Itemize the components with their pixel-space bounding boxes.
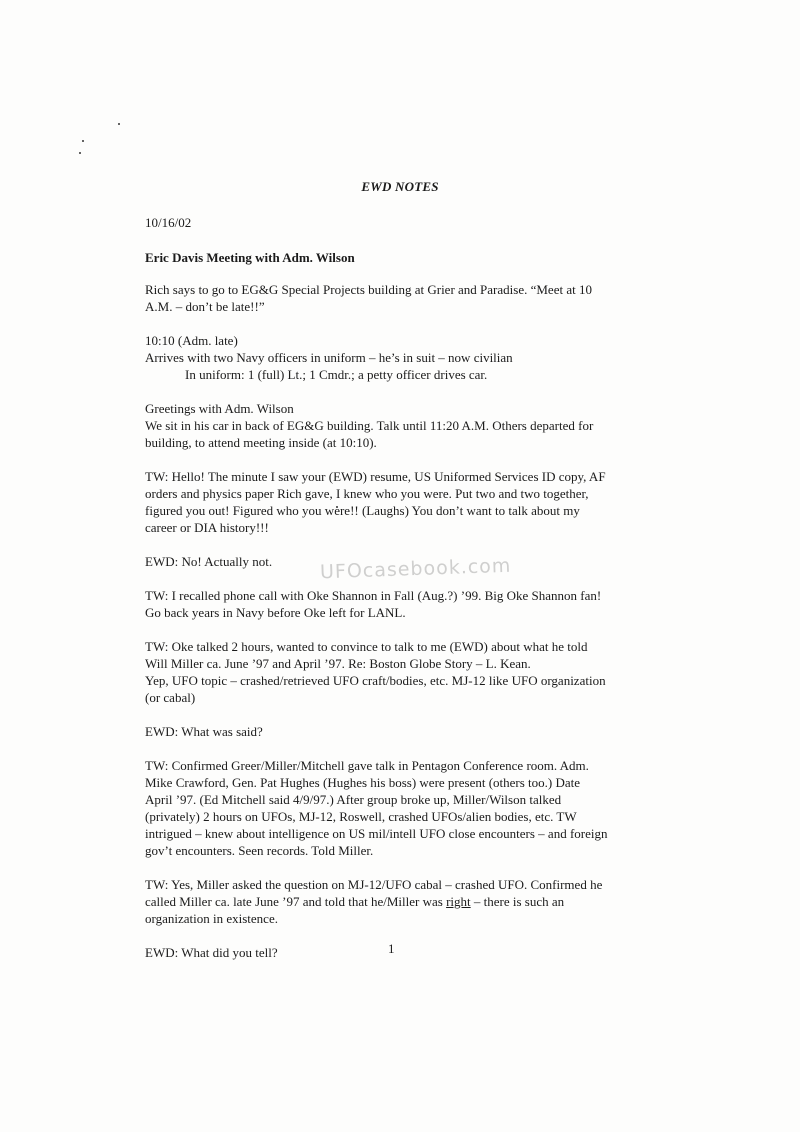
text-line: Yep, UFO topic – crashed/retrieved UFO craft/bodies, etc. MJ-12 like UFO organization xyxy=(145,673,606,688)
document-body xyxy=(145,214,665,978)
paragraph-tw-confirmed xyxy=(145,757,665,859)
text-line: TW: Confirmed Greer/Miller/Mitchell gave talk in Pentagon Conference room. Adm. xyxy=(145,758,589,773)
text-line: EWD: No! Actually not. xyxy=(145,554,273,569)
text-line: figured you out! Figured who you were!! (Laughs) You don’t want to talk about my xyxy=(145,503,580,518)
text-line: Greetings with Adm. Wilson xyxy=(145,401,294,416)
text-line: Arrives with two Navy officers in uniform – he’s in suit – now civilian xyxy=(145,350,513,365)
paragraph-greetings xyxy=(145,400,665,451)
paragraph-tw-yes-miller xyxy=(145,876,665,927)
page-number: 1 xyxy=(388,941,395,956)
scan-speck xyxy=(79,152,81,154)
paragraph-ewd-what-tell xyxy=(145,944,665,961)
document-date: 10/16/02 xyxy=(145,215,192,230)
paragraph-ewd-no xyxy=(145,553,665,570)
document-title: EWD NOTES xyxy=(361,179,439,194)
text-line: (privately) 2 hours on UFOs, MJ-12, Roswell, crashed UFOs/alien bodies, etc. TW xyxy=(145,809,577,824)
paragraph-ewd-what-said xyxy=(145,723,665,740)
text-line: TW: I recalled phone call with Oke Shannon in Fall (Aug.?) ’99. Big Oke Shannon fan! xyxy=(145,588,602,603)
text-line: organization in existence. xyxy=(145,911,278,926)
watermark: UFOcasebook.com xyxy=(319,554,512,584)
text-line: 10:10 (Adm. late) xyxy=(145,333,238,348)
text-line: (or cabal) xyxy=(145,690,196,705)
text-segment: – there is such an xyxy=(470,894,565,909)
text-line: April ’97. (Ed Mitchell said 4/9/97.) After group broke up, Miller/Wilson talked xyxy=(145,792,562,807)
text-line: TW: Hello! The minute I saw your (EWD) resume, US Uniformed Services ID copy, AF xyxy=(145,469,606,484)
text-line: intrigued – knew about intelligence on US mil/intell UFO close encounters – and foreign xyxy=(145,826,608,841)
scan-speck xyxy=(118,123,120,125)
text-line: TW: Yes, Miller asked the question on MJ-12/UFO cabal – crashed UFO. Confirmed he xyxy=(145,877,603,892)
text-segment: called Miller ca. late June ’97 and told that he/Miller was xyxy=(145,894,447,909)
text-line: gov’t encounters. Seen records. Told Miller. xyxy=(145,843,374,858)
text-line: orders and physics paper Rich gave, I knew who you were. Put two and two together, xyxy=(145,486,589,501)
text-line: Will Miller ca. June ’97 and April ’97. Re: Boston Globe Story – L. Kean. xyxy=(145,656,531,671)
text-line: Go back years in Navy before Oke left for LANL. xyxy=(145,605,406,620)
text-line: A.M. – don’t be late!!” xyxy=(145,299,265,314)
paragraph-tw-hello xyxy=(145,468,665,536)
text-line: EWD: What was said? xyxy=(145,724,263,739)
text-line: TW: Oke talked 2 hours, wanted to convince to talk to me (EWD) about what he told xyxy=(145,639,588,654)
paragraph-arrival xyxy=(145,332,665,383)
paragraph-meeting-location xyxy=(145,281,665,315)
text-line: career or DIA history!!! xyxy=(145,520,269,535)
text-line: Mike Crawford, Gen. Pat Hughes (Hughes his boss) were present (others too.) Date xyxy=(145,775,581,790)
text-line-indented: In uniform: 1 (full) Lt.; 1 Cmdr.; a petty officer drives car. xyxy=(185,367,488,382)
paragraph-tw-phone-call xyxy=(145,587,665,621)
text-line: We sit in his car in back of EG&G building. Talk until 11:20 A.M. Others departed for xyxy=(145,418,594,433)
text-line: building, to attend meeting inside (at 10:10). xyxy=(145,435,377,450)
meeting-heading: Eric Davis Meeting with Adm. Wilson xyxy=(145,250,355,265)
paragraph-tw-oke-talked xyxy=(145,638,665,706)
underlined-word: right xyxy=(446,894,471,909)
scan-speck xyxy=(82,140,84,142)
text-line xyxy=(145,893,665,910)
text-line: Rich says to go to EG&G Special Projects building at Grier and Paradise. “Meet at 10 xyxy=(145,282,592,297)
text-line: EWD: What did you tell? xyxy=(145,945,278,960)
